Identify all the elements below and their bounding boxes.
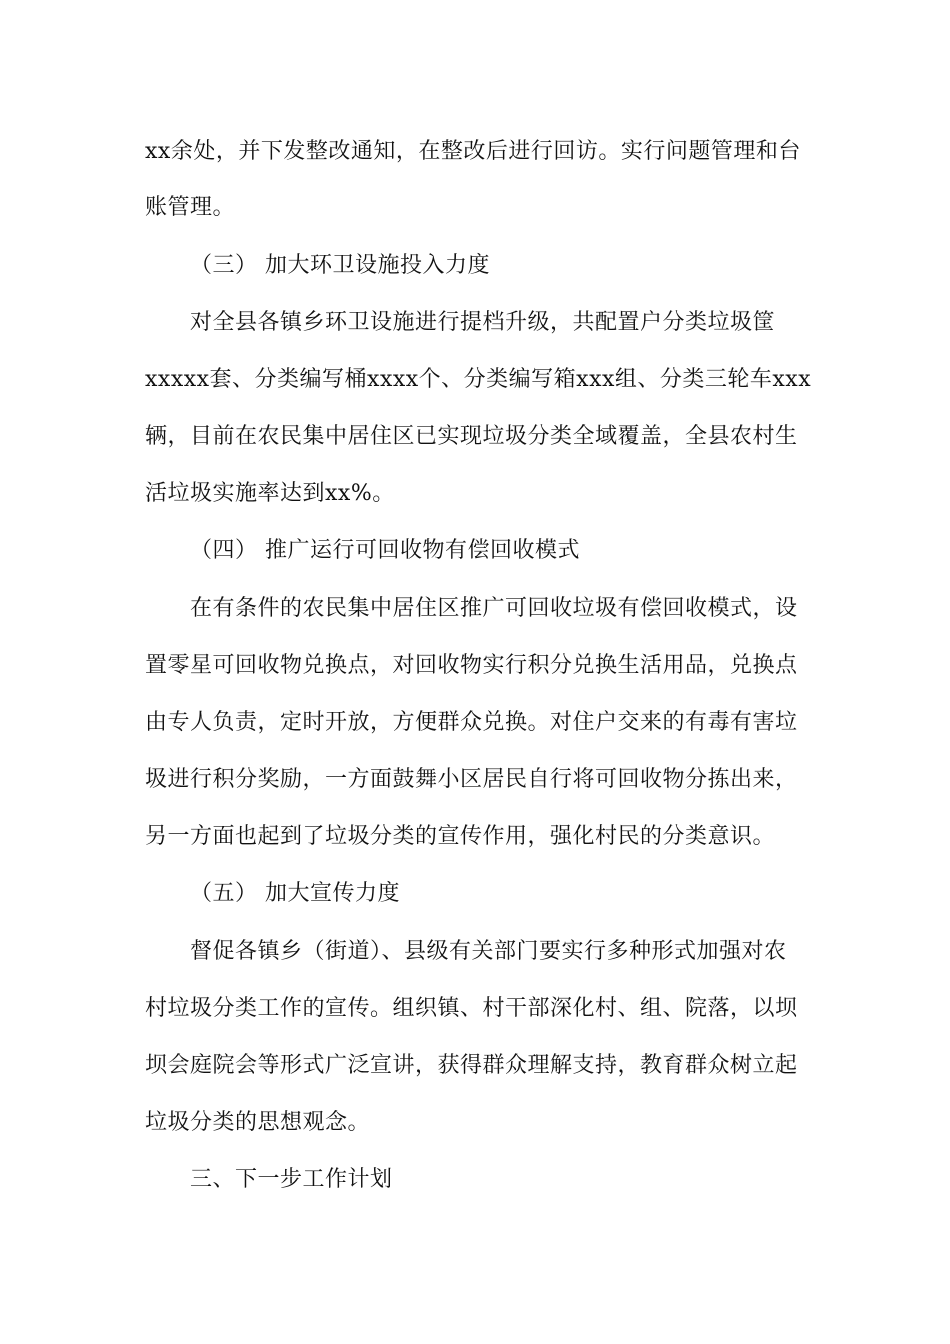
paragraph-line: xx余处，并下发整改通知，在整改后进行回访。实行问题管理和台 bbox=[145, 139, 801, 164]
paragraph-line: 村垃圾分类工作的宣传。组织镇、村干部深化村、组、院落，以坝 bbox=[145, 996, 798, 1021]
section-heading-3: （三） 加大环卫设施投入力度 bbox=[190, 253, 490, 278]
paragraph-line: 账管理。 bbox=[145, 195, 236, 220]
paragraph-line: 由专人负责，定时开放，方便群众兑换。对住户交来的有毒有害垃 bbox=[145, 710, 798, 735]
paragraph-line: 垃圾分类的思想观念。 bbox=[145, 1110, 371, 1135]
paragraph-line: xxxxx套、分类编写桶xxxx个、分类编写箱xxx组、分类三轮车xxx bbox=[145, 367, 812, 392]
paragraph-line: 置零星可回收物兑换点，对回收物实行积分兑换生活用品，兑换点 bbox=[145, 653, 798, 678]
section-heading-4: （四） 推广运行可回收物有偿回收模式 bbox=[190, 538, 580, 563]
paragraph-line: 活垃圾实施率达到xx%。 bbox=[145, 481, 395, 506]
paragraph-line: 坝会庭院会等形式广泛宣讲，获得群众理解支持，教育群众树立起 bbox=[145, 1053, 798, 1078]
section-heading-5: （五） 加大宣传力度 bbox=[190, 881, 400, 906]
paragraph-line: 圾进行积分奖励，一方面鼓舞小区居民自行将可回收物分拣出来， bbox=[145, 767, 798, 792]
paragraph-line: 辆，目前在农民集中居住区已实现垃圾分类全域覆盖，全县农村生 bbox=[145, 424, 798, 449]
paragraph-line: 督促各镇乡（街道）、县级有关部门要实行多种形式加强对农 bbox=[190, 939, 787, 964]
paragraph-line: 对全县各镇乡环卫设施进行提档升级，共配置户分类垃圾筐 bbox=[190, 310, 776, 335]
paragraph-line: 在有条件的农民集中居住区推广可回收垃圾有偿回收模式，设 bbox=[190, 596, 798, 621]
chapter-heading-3: 三、下一步工作计划 bbox=[190, 1167, 393, 1192]
paragraph-line: 另一方面也起到了垃圾分类的宣传作用，强化村民的分类意识。 bbox=[145, 824, 776, 849]
